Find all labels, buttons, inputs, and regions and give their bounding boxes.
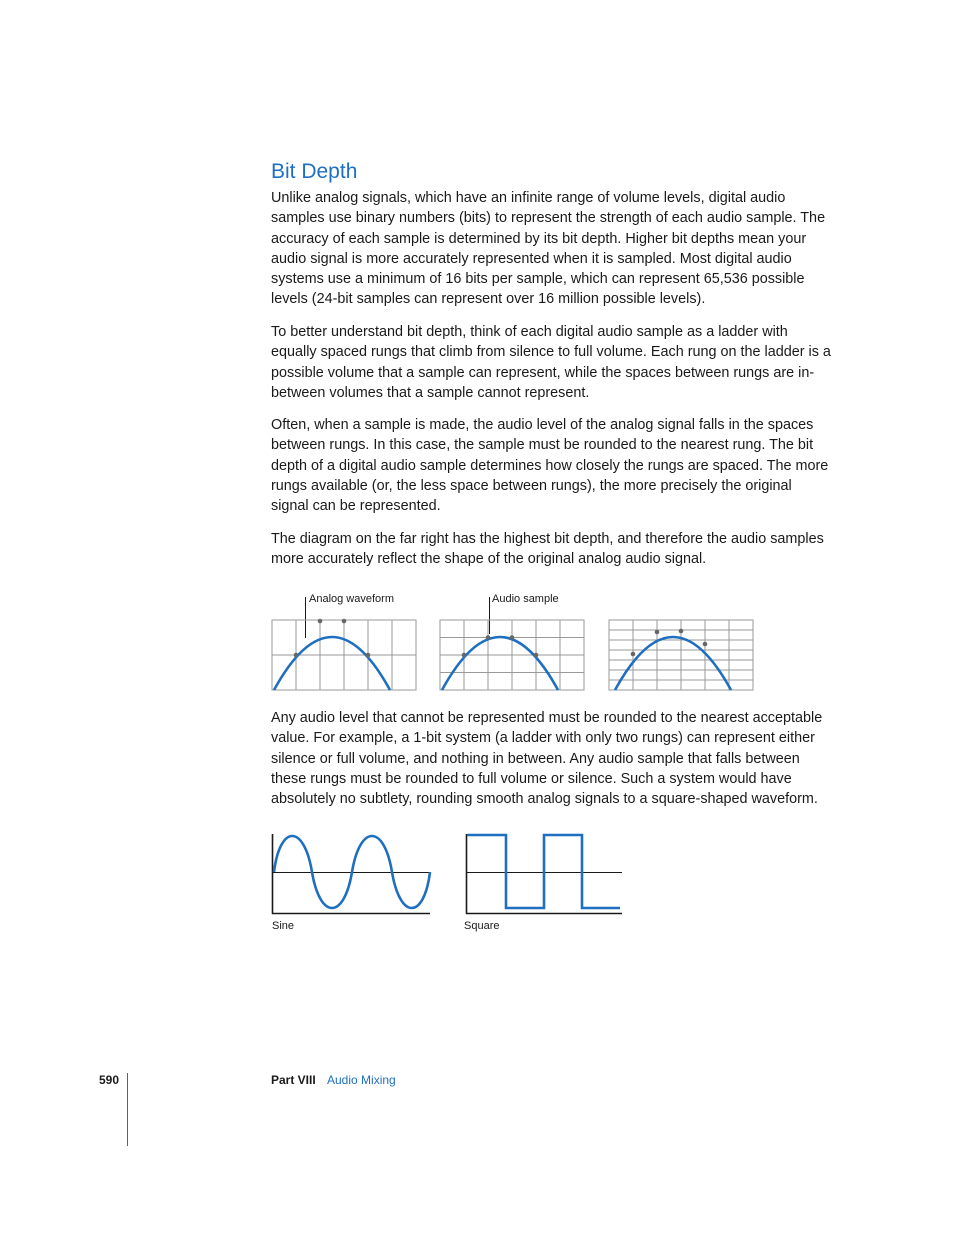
paragraph-bit-depth-intro: Unlike analog signals, which have an infinite range of volume levels, digital audio samples use binary numbers (bits) to represent the strength of each audio sample. The accuracy of each sample is determined by its bit depth. Higher bit depths mean your audio signal is more accurately represented when it is sampled. Most digital audio systems use a minimum of 16 bits per sample, which can represent 65,536 possible levels (24-bit samples can represent over 16 million possible levels).: [271, 190, 826, 308]
sample-dot: [510, 635, 515, 640]
sample-dot: [366, 653, 371, 658]
sample-dot: [534, 653, 539, 658]
grid-medium-bit-depth: [440, 620, 584, 690]
page-number: 590: [99, 1073, 120, 1087]
sine-square-diagram: [270, 830, 630, 936]
sample-dot: [318, 619, 323, 624]
footer-divider: [127, 1073, 128, 1146]
square-wave: [467, 835, 620, 908]
paragraph-diagram-note: The diagram on the far right has the highest bit depth, and therefore the audio samples more accurately reflect the shape of the original analog audio signal.: [271, 531, 824, 568]
square-plot: [464, 834, 622, 932]
callout-label-sample: Audio sample: [492, 593, 559, 605]
callout-label-analog: Analog waveform: [309, 593, 394, 605]
paragraph-rounding: Often, when a sample is made, the audio level of the analog signal falls in the spaces between rungs. In this case, the sample must be rounded to the nearest rung. The bit depth of a digital audio sample determines how closely the rungs are spaced. The more rungs available (or, the less space between rungs), the more precisely the original signal can be represented.: [271, 417, 829, 515]
bit-depth-diagram: [268, 588, 758, 694]
sine-plot: [272, 834, 430, 932]
sample-dot: [703, 642, 708, 647]
analog-waveform-curve: [442, 637, 558, 690]
sample-dot: [342, 619, 347, 624]
sample-dot: [486, 635, 491, 640]
square-label: Square: [464, 920, 500, 932]
sample-dot: [294, 653, 299, 658]
section-heading: Bit Depth: [271, 160, 358, 183]
grid-low-bit-depth: [272, 619, 416, 690]
sine-label: Sine: [272, 920, 295, 932]
grid-high-bit-depth: [609, 620, 753, 690]
sample-dot: [655, 630, 660, 635]
analog-waveform-curve: [615, 637, 731, 690]
sample-dot: [631, 652, 636, 657]
footer-part-label: Part VIII: [271, 1073, 316, 1087]
footer-chapter-link[interactable]: Audio Mixing: [327, 1073, 396, 1087]
analog-waveform-curve: [274, 637, 390, 690]
sample-dot: [679, 629, 684, 634]
sample-dot: [462, 653, 467, 658]
paragraph-one-bit-system: Any audio level that cannot be represented must be rounded to the nearest acceptable value. For example, a 1-bit system (a ladder with only two rungs) can represent either silence or full volume, and nothing in between. Any audio sample that falls between these rungs must be rounded to full volume or silence. Such a system would have absolutely no subtlety, rounding smooth analog signals to a square-shaped waveform.: [271, 710, 823, 808]
paragraph-ladder-analogy: To better understand bit depth, think of each digital audio sample as a ladder with equally spaced rungs that climb from silence to full volume. Each rung on the ladder is a possible volume that a sample can represent, while the spaces between rungs are in-between volumes that a sample cannot represent.: [271, 324, 831, 401]
